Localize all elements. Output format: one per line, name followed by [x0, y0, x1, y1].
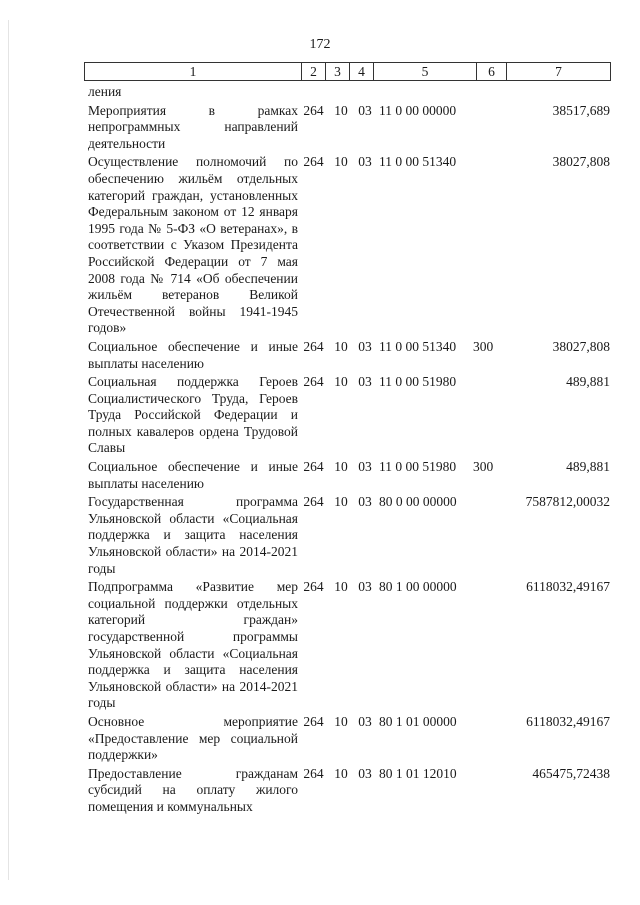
row-code-ministry: 264 — [303, 374, 324, 390]
row-code-subsection: 03 — [358, 459, 372, 475]
row-name: ления — [88, 84, 122, 99]
row-expense-type — [473, 103, 501, 153]
row-amount: 7587812,00032 — [525, 494, 610, 510]
row-name: Основное мероприятие «Предоставление мер социальной поддержки» — [88, 713, 298, 763]
row-code-ministry: 264 — [303, 579, 324, 595]
header-cell-4: 4 — [350, 63, 374, 81]
row-code-subsection: 03 — [358, 765, 372, 781]
row-code-ministry: 264 — [303, 765, 324, 781]
row-amount: 38517,689 — [552, 102, 610, 118]
row-code-section: 10 — [334, 579, 348, 595]
row-code-section: 10 — [334, 338, 348, 354]
row-name: Предоставление гражданам субсидий на оплату жилого помещения и коммунальных — [88, 765, 298, 814]
header-cell-5: 5 — [374, 63, 477, 81]
row-expense-type — [473, 494, 501, 577]
row-code-section: 10 — [334, 154, 348, 170]
row-code-section: 10 — [334, 713, 348, 729]
row-amount: 465475,72438 — [532, 765, 610, 781]
header-cell-2: 2 — [302, 63, 326, 81]
row-target-article: 11 0 00 51340 — [379, 338, 457, 354]
column-header-table — [84, 62, 611, 81]
row-name: Социальная поддержка Героев Социалистического Труда, Героев Труда Российской Федерации и полных кавалеров ордена Трудовой Славы — [88, 374, 298, 456]
row-code-ministry: 264 — [303, 154, 324, 170]
row-target-article: 80 1 00 00000 — [379, 579, 457, 595]
row-amount: 38027,808 — [552, 338, 610, 354]
row-target-article: 11 0 00 51980 — [379, 374, 457, 390]
header-row — [85, 63, 611, 81]
row-code-subsection: 03 — [358, 494, 372, 510]
row-name: Государственная программа Ульяновской области «Социальная поддержка и защита населения Ульяновской области» на 2014-2021 годы — [88, 494, 298, 576]
row-code-subsection: 03 — [358, 338, 372, 354]
row-amount: 6118032,49167 — [526, 713, 610, 729]
row-name: Социальное обеспечение и иные выплаты населению — [88, 338, 298, 371]
table-row — [88, 766, 610, 816]
row-amount: 6118032,49167 — [526, 579, 610, 595]
row-code-ministry: 264 — [303, 102, 324, 118]
table-row — [88, 84, 610, 101]
page-number: 172 — [309, 37, 331, 52]
row-code-section: 10 — [334, 102, 348, 118]
row-expense-type: 300 — [473, 459, 494, 475]
row-code-section: 10 — [334, 494, 348, 510]
row-code-subsection: 03 — [358, 713, 372, 729]
row-code-ministry: 264 — [303, 459, 324, 475]
row-target-article: 80 1 01 00000 — [379, 713, 457, 729]
row-code-subsection: 03 — [358, 154, 372, 170]
table-row — [88, 459, 610, 492]
header-cell-7: 7 — [507, 63, 611, 81]
row-code-subsection: 03 — [358, 102, 372, 118]
row-amount: 38027,808 — [552, 154, 610, 170]
table-row — [88, 579, 610, 712]
row-target-article: 11 0 00 51980 — [379, 459, 457, 475]
table-row — [88, 103, 610, 153]
row-expense-type: 300 — [473, 338, 494, 354]
row-code-subsection: 03 — [358, 374, 372, 390]
table-row — [88, 494, 610, 577]
row-target-article: 11 0 00 00000 — [379, 102, 457, 118]
header-cell-1: 1 — [85, 63, 302, 81]
row-expense-type — [473, 714, 501, 764]
row-amount: 489,881 — [566, 459, 610, 475]
row-code-ministry: 264 — [303, 494, 324, 510]
row-expense-type — [473, 766, 501, 816]
table-row — [88, 154, 610, 337]
row-code-subsection: 03 — [358, 579, 372, 595]
budget-table-body — [88, 84, 610, 816]
row-code-section: 10 — [334, 459, 348, 475]
row-name: Осуществление полномочий по обеспечению жильём отдельных категорий граждан, установленных Федеральным законом от 12 января 1995 года № 5-ФЗ «О ветеранах», в соответствии с Указом Президента Российской Федерации от 7 мая 2008 года № 714 «Об обеспечении жильём ветеранов Великой Отечественной войны 1941-1945 годов» — [88, 154, 298, 336]
row-name: Подпрограмма «Развитие мер социальной поддержки отдельных категорий граждан» государственной программы Ульяновской области «Социальная поддержка и защита населения Ульяновской области» на 2014-2021 годы — [88, 579, 298, 711]
row-code-section: 10 — [334, 765, 348, 781]
row-expense-type — [473, 154, 501, 337]
table-row — [88, 339, 610, 372]
row-code-ministry: 264 — [303, 713, 324, 729]
row-name: Социальное обеспечение и иные выплаты населению — [88, 459, 298, 491]
row-amount: 489,881 — [566, 374, 610, 390]
row-target-article: 80 0 00 00000 — [379, 494, 457, 510]
row-target-article: 11 0 00 51340 — [379, 154, 457, 170]
row-expense-type — [473, 579, 501, 712]
header-cell-3: 3 — [326, 63, 350, 81]
row-name: Мероприятия в рамках непрограммных направлений деятельности — [88, 102, 298, 151]
table-row — [88, 374, 610, 457]
header-cell-6: 6 — [477, 63, 507, 81]
row-code-section: 10 — [334, 374, 348, 390]
row-target-article: 80 1 01 12010 — [379, 765, 457, 781]
scan-margin-line — [8, 20, 9, 880]
row-expense-type — [473, 374, 501, 457]
table-row — [88, 714, 610, 764]
row-code-ministry: 264 — [303, 338, 324, 354]
